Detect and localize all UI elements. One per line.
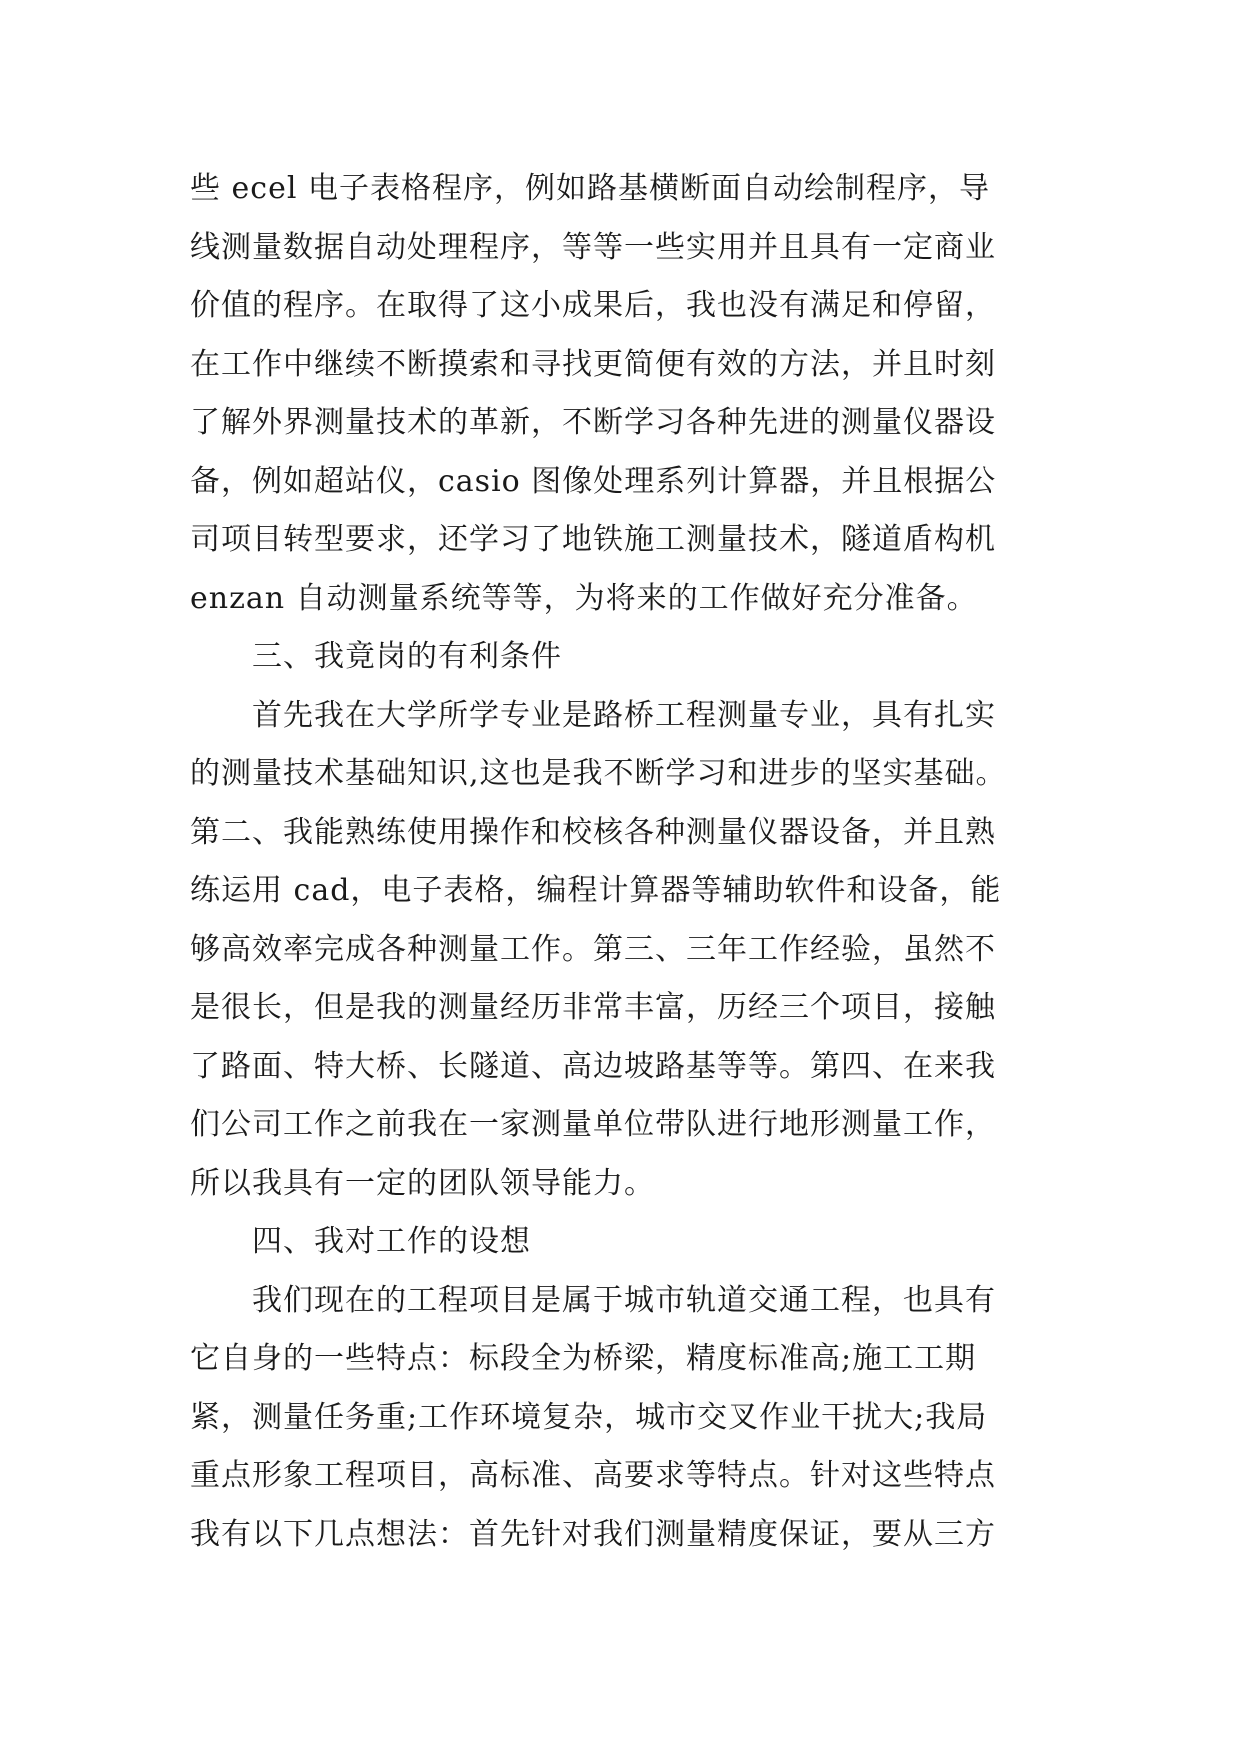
- text-line: 们公司工作之前我在一家测量单位带队进行地形测量工作，: [190, 1107, 996, 1142]
- text-line: 了解外界测量技术的革新，不断学习各种先进的测量仪器设: [190, 405, 996, 440]
- text-line: enzan 自动测量系统等等，为将来的工作做好充分准备。: [190, 580, 978, 616]
- section-heading: 四、我对工作的设想: [190, 1224, 531, 1259]
- text-line: 第二、我能熟练使用操作和校核各种测量仪器设备，并且熟: [190, 814, 996, 850]
- text-line: 在工作中继续不断摸索和寻找更简便有效的方法，并且时刻: [190, 346, 996, 382]
- text-line: 的测量技术基础知识,这也是我不断学习和进步的坚实基础。: [190, 756, 1007, 791]
- text-line: 首先我在大学所学专业是路桥工程测量专业，具有扎实: [190, 697, 996, 733]
- text-line: 备，例如超站仪，casio 图像处理系列计算器，并且根据公: [190, 463, 997, 499]
- document-body: [190, 160, 1070, 1564]
- text-line: 所以我具有一定的团队领导能力。: [190, 1165, 655, 1201]
- text-line: 它自身的一些特点：标段全为桥梁，精度标准高;施工工期: [190, 1341, 977, 1376]
- section-heading: 三、我竟岗的有利条件: [190, 639, 562, 674]
- text-line: 够高效率完成各种测量工作。第三、三年工作经验，虽然不: [190, 931, 996, 967]
- text-line: 价值的程序。在取得了这小成果后，我也没有满足和停留，: [190, 288, 996, 323]
- text-line: 司项目转型要求，还学习了地铁施工测量技术，隧道盾构机: [190, 522, 996, 557]
- text-line: 练运用 cad，电子表格，编程计算器等辅助软件和设备，能: [190, 873, 1002, 908]
- text-line: 线测量数据自动处理程序，等等一些实用并且具有一定商业: [190, 229, 996, 265]
- text-line: 了路面、特大桥、长隧道、高边坡路基等等。第四、在来我: [190, 1048, 996, 1084]
- text-line: 我们现在的工程项目是属于城市轨道交通工程，也具有: [190, 1282, 996, 1318]
- text-line: 是很长，但是我的测量经历非常丰富，历经三个项目，接触: [190, 990, 996, 1025]
- text-line: 重点形象工程项目，高标准、高要求等特点。针对这些特点: [190, 1458, 996, 1493]
- text-line: 我有以下几点想法：首先针对我们测量精度保证，要从三方: [190, 1516, 996, 1552]
- text-line: 紧，测量任务重;工作环境复杂，城市交叉作业干扰大;我局: [190, 1399, 988, 1435]
- text-line: 些 ecel 电子表格程序，例如路基横断面自动绘制程序，导: [190, 171, 990, 206]
